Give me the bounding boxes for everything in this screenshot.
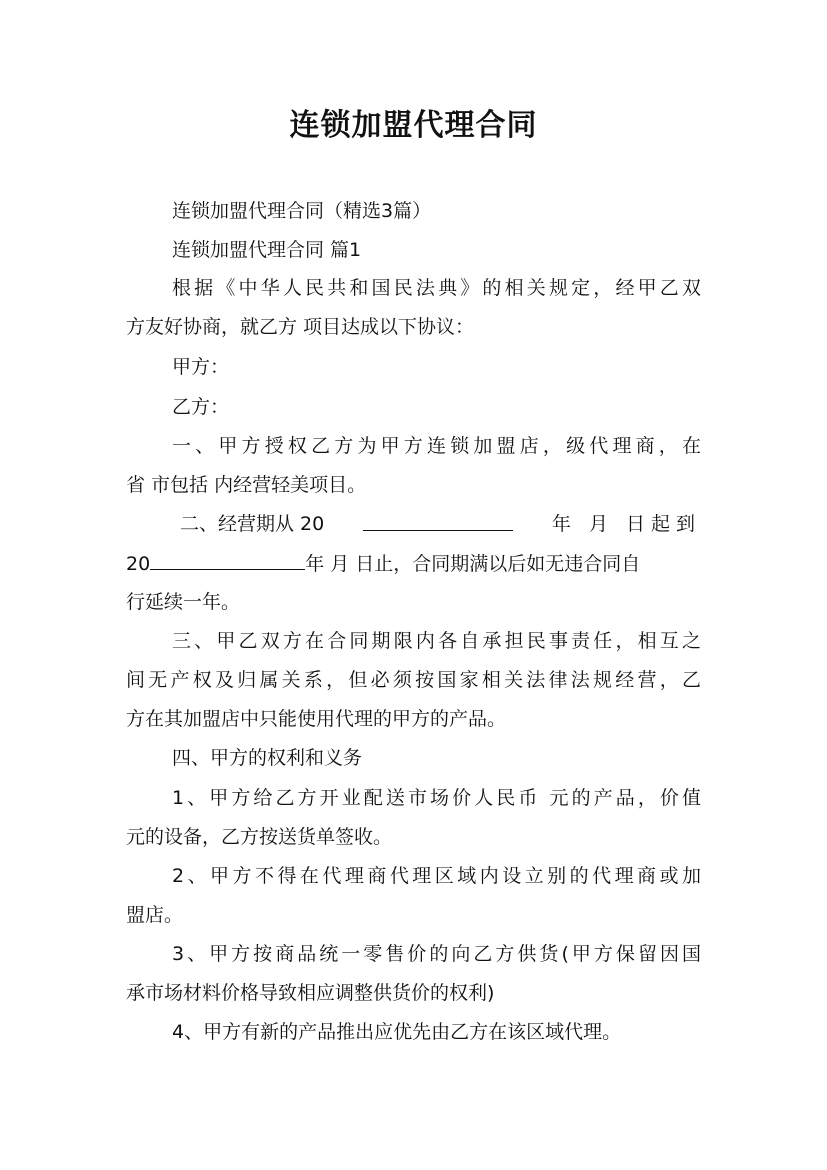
section-heading: 四、甲方的权利和义务: [172, 747, 363, 769]
term-text-end: 年 月 日起到: [551, 513, 701, 535]
clause-line: 省 市包括 内经营轻美项目。: [126, 474, 367, 496]
term-year-prefix: 20: [126, 553, 151, 575]
fill-blank: [363, 512, 513, 531]
term-line: [126, 551, 701, 576]
clause-line: 盟店。: [126, 904, 184, 926]
clause-line: 4、甲方有新的产品推出应优先由乙方在该区域代理。: [172, 1021, 622, 1043]
clause-line: 2、甲方不得在代理商代理区域内设立别的代理商或加: [172, 865, 701, 887]
clause-line: 一、甲方授权乙方为甲方连锁加盟店，级代理商，在: [172, 435, 701, 457]
clause-line: 元的设备，乙方按送货单签收。: [126, 826, 393, 848]
term-text-rest: 年 月 日止，合同期满以后如无违合同自: [305, 553, 641, 575]
term-line: [180, 512, 701, 536]
paragraph-line: 方友好协商，就乙方 项目达成以下协议：: [126, 316, 475, 338]
clause-line: 方在其加盟店中只能使用代理的甲方的产品。: [126, 708, 507, 730]
party-b-line: 乙方：: [172, 396, 230, 418]
clause-line: 三、甲乙双方在合同期限内各自承担民事责任，相互之: [172, 630, 701, 652]
clause-line: 行延续一年。: [126, 591, 241, 613]
section-heading: 连锁加盟代理合同 篇1: [172, 239, 362, 261]
paragraph-line: 根据《中华人民共和国民法典》的相关规定，经甲乙双: [172, 277, 701, 299]
party-a-line: 甲方：: [172, 356, 230, 378]
document-title: 连锁加盟代理合同: [289, 108, 538, 143]
term-text-start: 二、经营期从 20: [180, 513, 325, 535]
clause-line: 间无产权及归属关系，但必须按国家相关法律法规经营，乙: [126, 669, 701, 691]
clause-line: 承市场材料价格导致相应调整供货价的权利): [126, 982, 495, 1004]
subtitle-line: 连锁加盟代理合同（精选3篇）: [172, 200, 432, 222]
clause-line: 3、甲方按商品统一零售价的向乙方供货(甲方保留因国: [172, 943, 701, 965]
fill-blank: [150, 551, 305, 570]
clause-line: 1、甲方给乙方开业配送市场价人民币 元的产品，价值: [172, 787, 701, 809]
